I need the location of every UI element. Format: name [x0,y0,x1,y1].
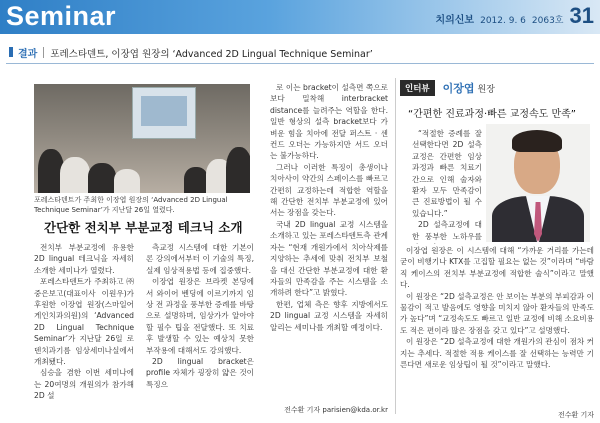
article-column-2 [146,242,254,418]
paragraph: 2D lingual bracket은 profile 자체가 굉장히 얇은 것이 특징으 [146,357,254,389]
paragraph: 국내 2D lingual 교정 시스템을 소개하고 있는 포레스타덴트측 관계자는 “현재 개원가에서 치아삭제를 지양하는 추세에 맞춰 전치부 보철을 대신 간단한 부분교정에 대한 환자들의 만족감을 주는 시스템을 소개하려 한다”고 밝혔다. [270,219,388,298]
photo-caption: 포레스타덴트가 주최한 이장엽 원장의 ‘Advanced 2D Lingual Technique Seminar’가 지난달 26일 열렸다. [34,196,228,214]
section-title: Seminar [6,1,117,31]
interviewee-name: 이장엽 [442,82,475,95]
paper-name: 치의신보 [435,15,475,26]
headline-separator [43,47,44,58]
audience-figure [226,147,250,193]
article-column-3 [270,82,388,400]
page-number: 31 [569,3,594,28]
column-divider [395,78,396,414]
interviewee-role: 원장 [477,84,495,95]
audience-figure [60,157,90,193]
paragraph: 이장엽 원장은 브라켓 본딩에서 와이어 벤딩에 이르기까지 임상 전 과정을 풍부한 증례를 바탕으로 설명하며, 임상가가 알아야 할 필수 팁을 전달했다. 또 치료 후 발생할 수 있는 예상치 못한 부작용에 대해서도 강의했다. [146,277,254,355]
masthead [0,0,600,34]
paragraph: 전치부 부분교정에 유용한 2D lingual 테크닉을 자세히 소개한 세미나가 열렸다. [34,243,134,275]
issue-number: 2063호 [531,16,564,26]
paragraph: 측교정 시스템에 대한 기본이론 강의에서부터 이 기술의 특징, 실제 임상적용법 등에 집중했다. [146,243,254,275]
headline-bar [6,42,594,64]
paragraph: “적절한 증례를 잘 선택한다면 2D 설측교정은 간편한 임상과정과 빠른 치료기간으로 인해 술자와 환자 모두 만족감이 큰 진료방법이 될 수 있습니다.” [412,129,482,218]
interview-header [400,80,495,96]
seminar-photo [34,84,250,193]
paragraph: 그러나 이러한 특징이 총생이나 치아사이 약간의 스페이스를 빠르고 간편히 교정하는데 적합한 역할을 해 간단한 전치부 부분교정에 있어서는 장점을 갖는다. [270,162,388,218]
interview-main-column [400,245,594,407]
masthead-info [435,3,594,28]
projector-screen [132,87,196,139]
interview-quote: “간편한 진료과정·빠른 교정속도 만족” [408,109,576,120]
interviewee-portrait [486,124,590,242]
audience-figure [88,163,116,193]
paragraph: 2D 설측교정에 대한 풍부한 노하우를 [412,220,482,241]
paragraph: 이장엽 원장은 이 시스템에 대해 “가까운 거리를 가는데 굳이 비행기나 KTX를 고집할 필요는 없는 것”이라며 “바람직 케이스의 전치부 부분교정에 적합한 술식”이라고 말했다. [400,246,594,290]
paragraph: 로 이는 bracket이 설측면 쪽으로 보다 밀착해 interbracket distance를 늘려주는 역할을 한다. 일반 형상의 설측 bracket보다 가벼운 힘을 치아에 전달 퍼스트 · 센컨드 오더는 가능하지만 서드 오더는 불가능하다. [270,83,388,161]
interview-side-column [412,128,482,244]
interview-byline: 전수환 기자 [557,411,594,419]
article-byline: 전수환 기자 parisien@kda.or.kr [284,406,388,414]
audience-figure [184,167,208,193]
issue-date: 2012. 9. 6 [480,16,526,26]
audience-figure [114,169,140,193]
portrait-hair [512,130,562,152]
paragraph: 한편, 업체 측은 향후 지방에서도 2D lingual 교정 시스템을 자세히 알리는 세미나를 개최할 예정이다. [270,299,388,332]
article-column-1 [34,242,134,418]
headline-text: 포레스타덴트, 이장엽 원장의 ‘Advanced 2D Lingual Technique Seminar’ [50,48,373,60]
interview-tag: 인터뷰 [400,80,435,96]
paragraph: 이 원장은 “2D 설측교정은 안 보이는 부분의 부피감과 이물감이 적고 발음에도 영향을 미치지 않아 환자들의 만족도가 높다”며 “교정속도도 빠르고 일반 교정에 비해 소요비용도 적은 편이라 많은 장점을 갖고 있다”고 설명했다. [400,291,594,335]
article-subhead: 간단한 전치부 부분교정 테크닉 소개 [44,220,243,235]
paragraph: 이 원장은 “2D 설측교정에 대한 개원가의 관심이 점차 커지는 추세다. 적절한 적용 케이스를 잘 선택하는 능력만 기른다면 새로운 임상팁이 될 것”이라고 말했다. [400,337,594,370]
headline-tag: 결과 [6,45,43,60]
paragraph: 포레스타덴트가 주최하고 ㈜중은보고(대표이사 이원우)가 후원한 이장엽 원장(스마일어게인치과의원)의 ‘Advanced 2D Lingual Technique Seminar’가 지난달 26일 로덴치과기름 임상세미나실에서 개최됐다. [34,277,134,367]
paragraph: 심승을 겸한 이번 세미나에는 20여명의 개원의가 참가해 2D 설 [34,368,134,401]
